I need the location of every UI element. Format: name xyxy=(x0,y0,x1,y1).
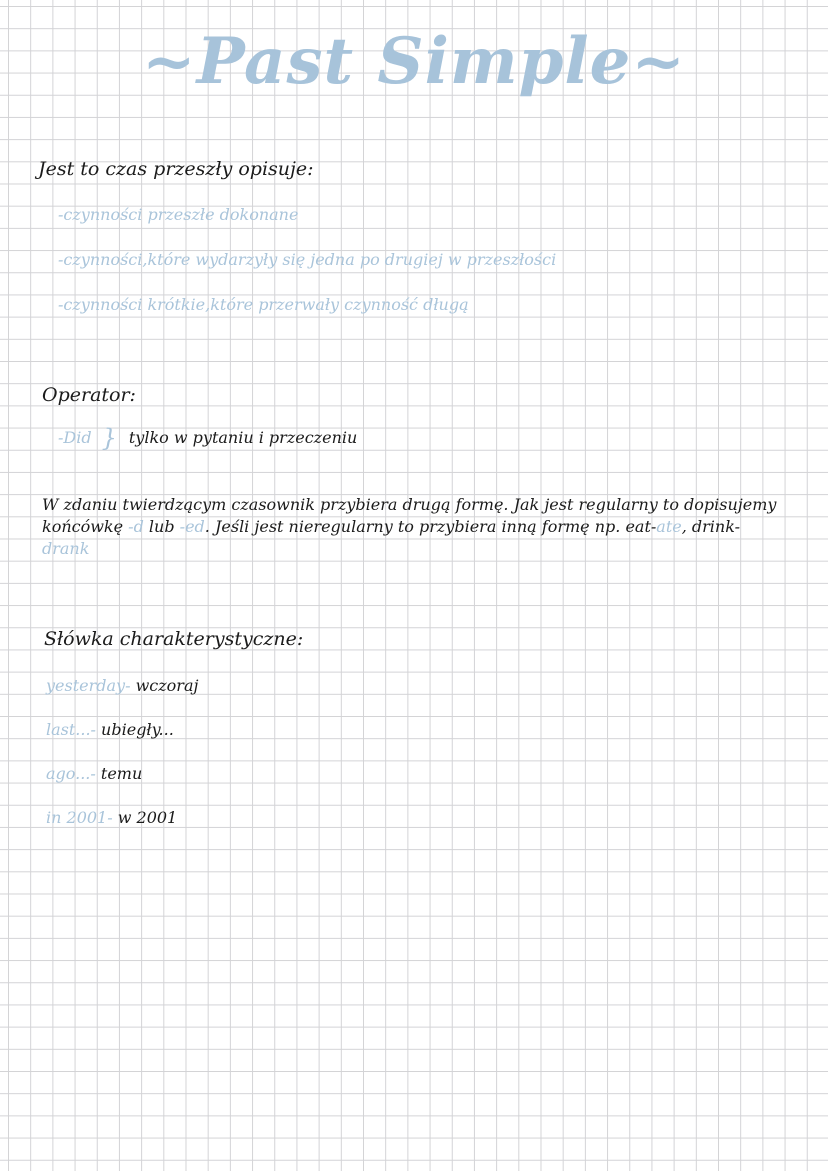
rule-text: . Jeśli jest nieregularny to przybiera inną formę np. eat- xyxy=(204,517,657,536)
vocab-pl: temu xyxy=(95,764,143,783)
rule-paragraph xyxy=(42,494,782,560)
intro-item: -czynności,które wydarzyły się jedna po drugiej w przeszłości xyxy=(58,250,557,269)
rule-text: W zdaniu twierdzącym czasownik przybiera drugą formę. Jak jest regularny to dopisujemy końcówkę xyxy=(42,495,777,536)
page-title: ~Past Simple~ xyxy=(141,24,687,99)
rule-suffix-d: -d xyxy=(128,517,144,536)
brace-glyph: } xyxy=(101,424,117,452)
rule-example-drank: drank xyxy=(42,539,90,558)
vocab-pl: ubiegły... xyxy=(95,720,174,739)
vocab-item xyxy=(46,720,174,739)
operator-term: -Did xyxy=(58,428,92,447)
operator-note: tylko w pytaniu i przeczeniu xyxy=(128,428,358,447)
rule-text: , drink- xyxy=(681,517,741,536)
vocab-en: in 2001- xyxy=(46,808,113,827)
intro-item: -czynności krótkie,które przerwały czynność długą xyxy=(58,295,469,314)
rule-suffix-ed: -ed xyxy=(179,517,205,536)
vocab-en: last...- xyxy=(46,720,96,739)
intro-item: -czynności przeszłe dokonane xyxy=(58,205,299,224)
vocab-item xyxy=(46,764,142,783)
vocab-heading: Słówka charakterystyczne: xyxy=(44,628,304,650)
vocab-item xyxy=(46,676,198,695)
rule-example-ate: ate xyxy=(656,517,682,536)
vocab-en: yesterday- xyxy=(46,676,131,695)
rule-text: lub xyxy=(143,517,180,536)
vocab-en: ago...- xyxy=(46,764,96,783)
vocab-pl: wczoraj xyxy=(130,676,199,695)
operator-line xyxy=(58,424,357,452)
vocab-pl: w 2001 xyxy=(112,808,178,827)
operator-heading: Operator: xyxy=(42,384,136,406)
intro-heading: Jest to czas przeszły opisuje: xyxy=(38,158,314,180)
vocab-item xyxy=(46,808,177,827)
